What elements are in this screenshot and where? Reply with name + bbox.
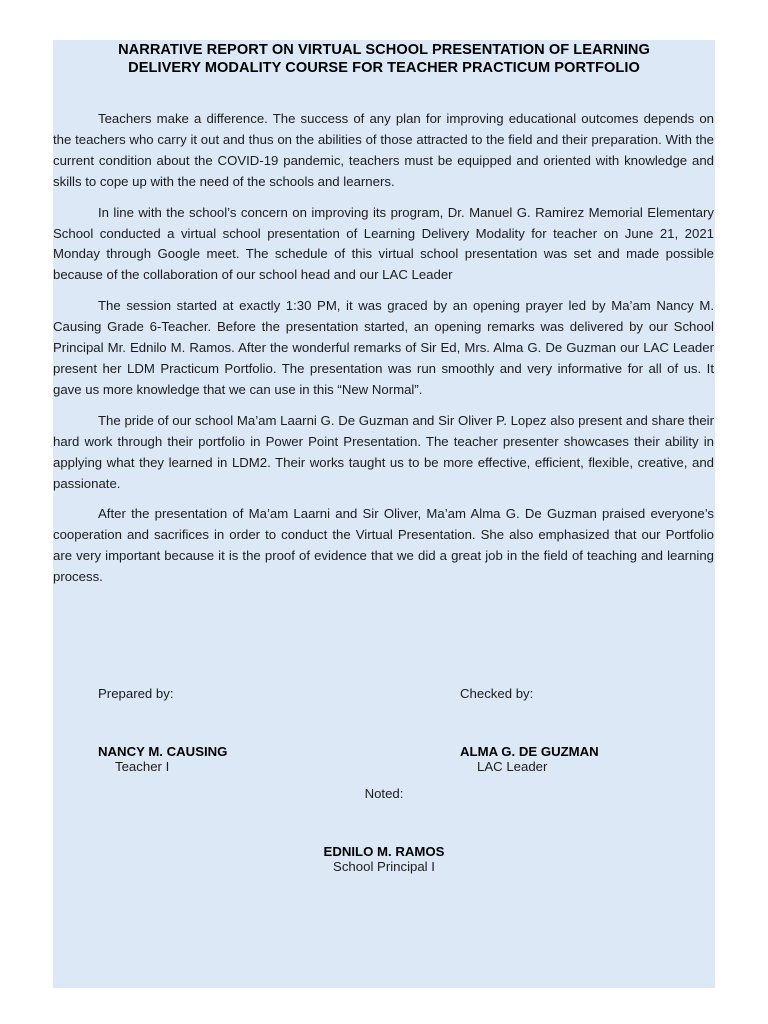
preparer-name: NANCY M. CAUSING <box>98 744 228 759</box>
checker-name: ALMA G. DE GUZMAN <box>460 744 599 759</box>
noter-role: School Principal I <box>333 859 435 874</box>
prepared-by-label: Prepared by: <box>98 686 174 701</box>
noter-name: EDNILO M. RAMOS <box>323 844 445 859</box>
paragraph-1: Teachers make a difference. The success of any plan for improving educational outcomes depends on the teachers who carry it out and thus on the abilities of those attracted to the field and their preparation. With the current condition about the COVID-19 pandemic, teachers must be equipped and oriented with knowledge and skills to cope up with the need of the schools and learners. <box>53 111 714 189</box>
paragraph-4: The pride of our school Ma’am Laarni G. De Guzman and Sir Oliver P. Lopez also present and share their hard work through their portfolio in Power Point Presentation. The teacher presenter showcases their ability in applying what they learned in LDM2. Their works taught us to be more effective, efficient, flexible, creative, and passionate. <box>53 412 714 491</box>
checked-by-label: Checked by: <box>460 686 534 701</box>
checker-role: LAC Leader <box>477 759 548 774</box>
noted-label: Noted: <box>364 786 404 801</box>
paragraph-5: After the presentation of Ma’am Laarni and Sir Oliver, Ma’am Alma G. De Guzman praised everyone’s cooperation and sacrifices in order to conduct the Virtual Presentation. She also emphasized that our Portfolio are very important because it is the proof of evidence that we did a great job in the field of teaching and learning process. <box>53 506 714 585</box>
title-line-2: DELIVERY MODALITY COURSE FOR TEACHER PRACTICUM PORTFOLIO <box>128 60 640 76</box>
paragraph-2: In line with the school’s concern on improving its program, Dr. Manuel G. Ramirez Memorial Elementary School conducted a virtual school presentation of Learning Delivery Modality for teacher on June 21, 2021 Monday through Google meet. The schedule of this virtual school presentation was set and made possible because of the collaboration of our school head and our LAC Leader <box>53 204 714 283</box>
document-title <box>53 41 715 77</box>
title-line-1: NARRATIVE REPORT ON VIRTUAL SCHOOL PRESENTATION OF LEARNING <box>118 42 650 58</box>
report-body <box>53 109 714 598</box>
preparer-role: Teacher I <box>115 759 170 774</box>
paragraph-3: The session started at exactly 1:30 PM, it was graced by an opening prayer led by Ma’am Nancy M. Causing Grade 6-Teacher. Before the presentation started, an opening remarks was delivered by our School Principal Mr. Ednilo M. Ramos. After the wonderful remarks of Sir Ed, Mrs. Alma G. De Guzman our LAC Leader present her LDM Practicum Portfolio. The presentation was run smoothly and very informative for all of us. It gave us more knowledge that we can use in this “New Normal”. <box>53 298 714 397</box>
